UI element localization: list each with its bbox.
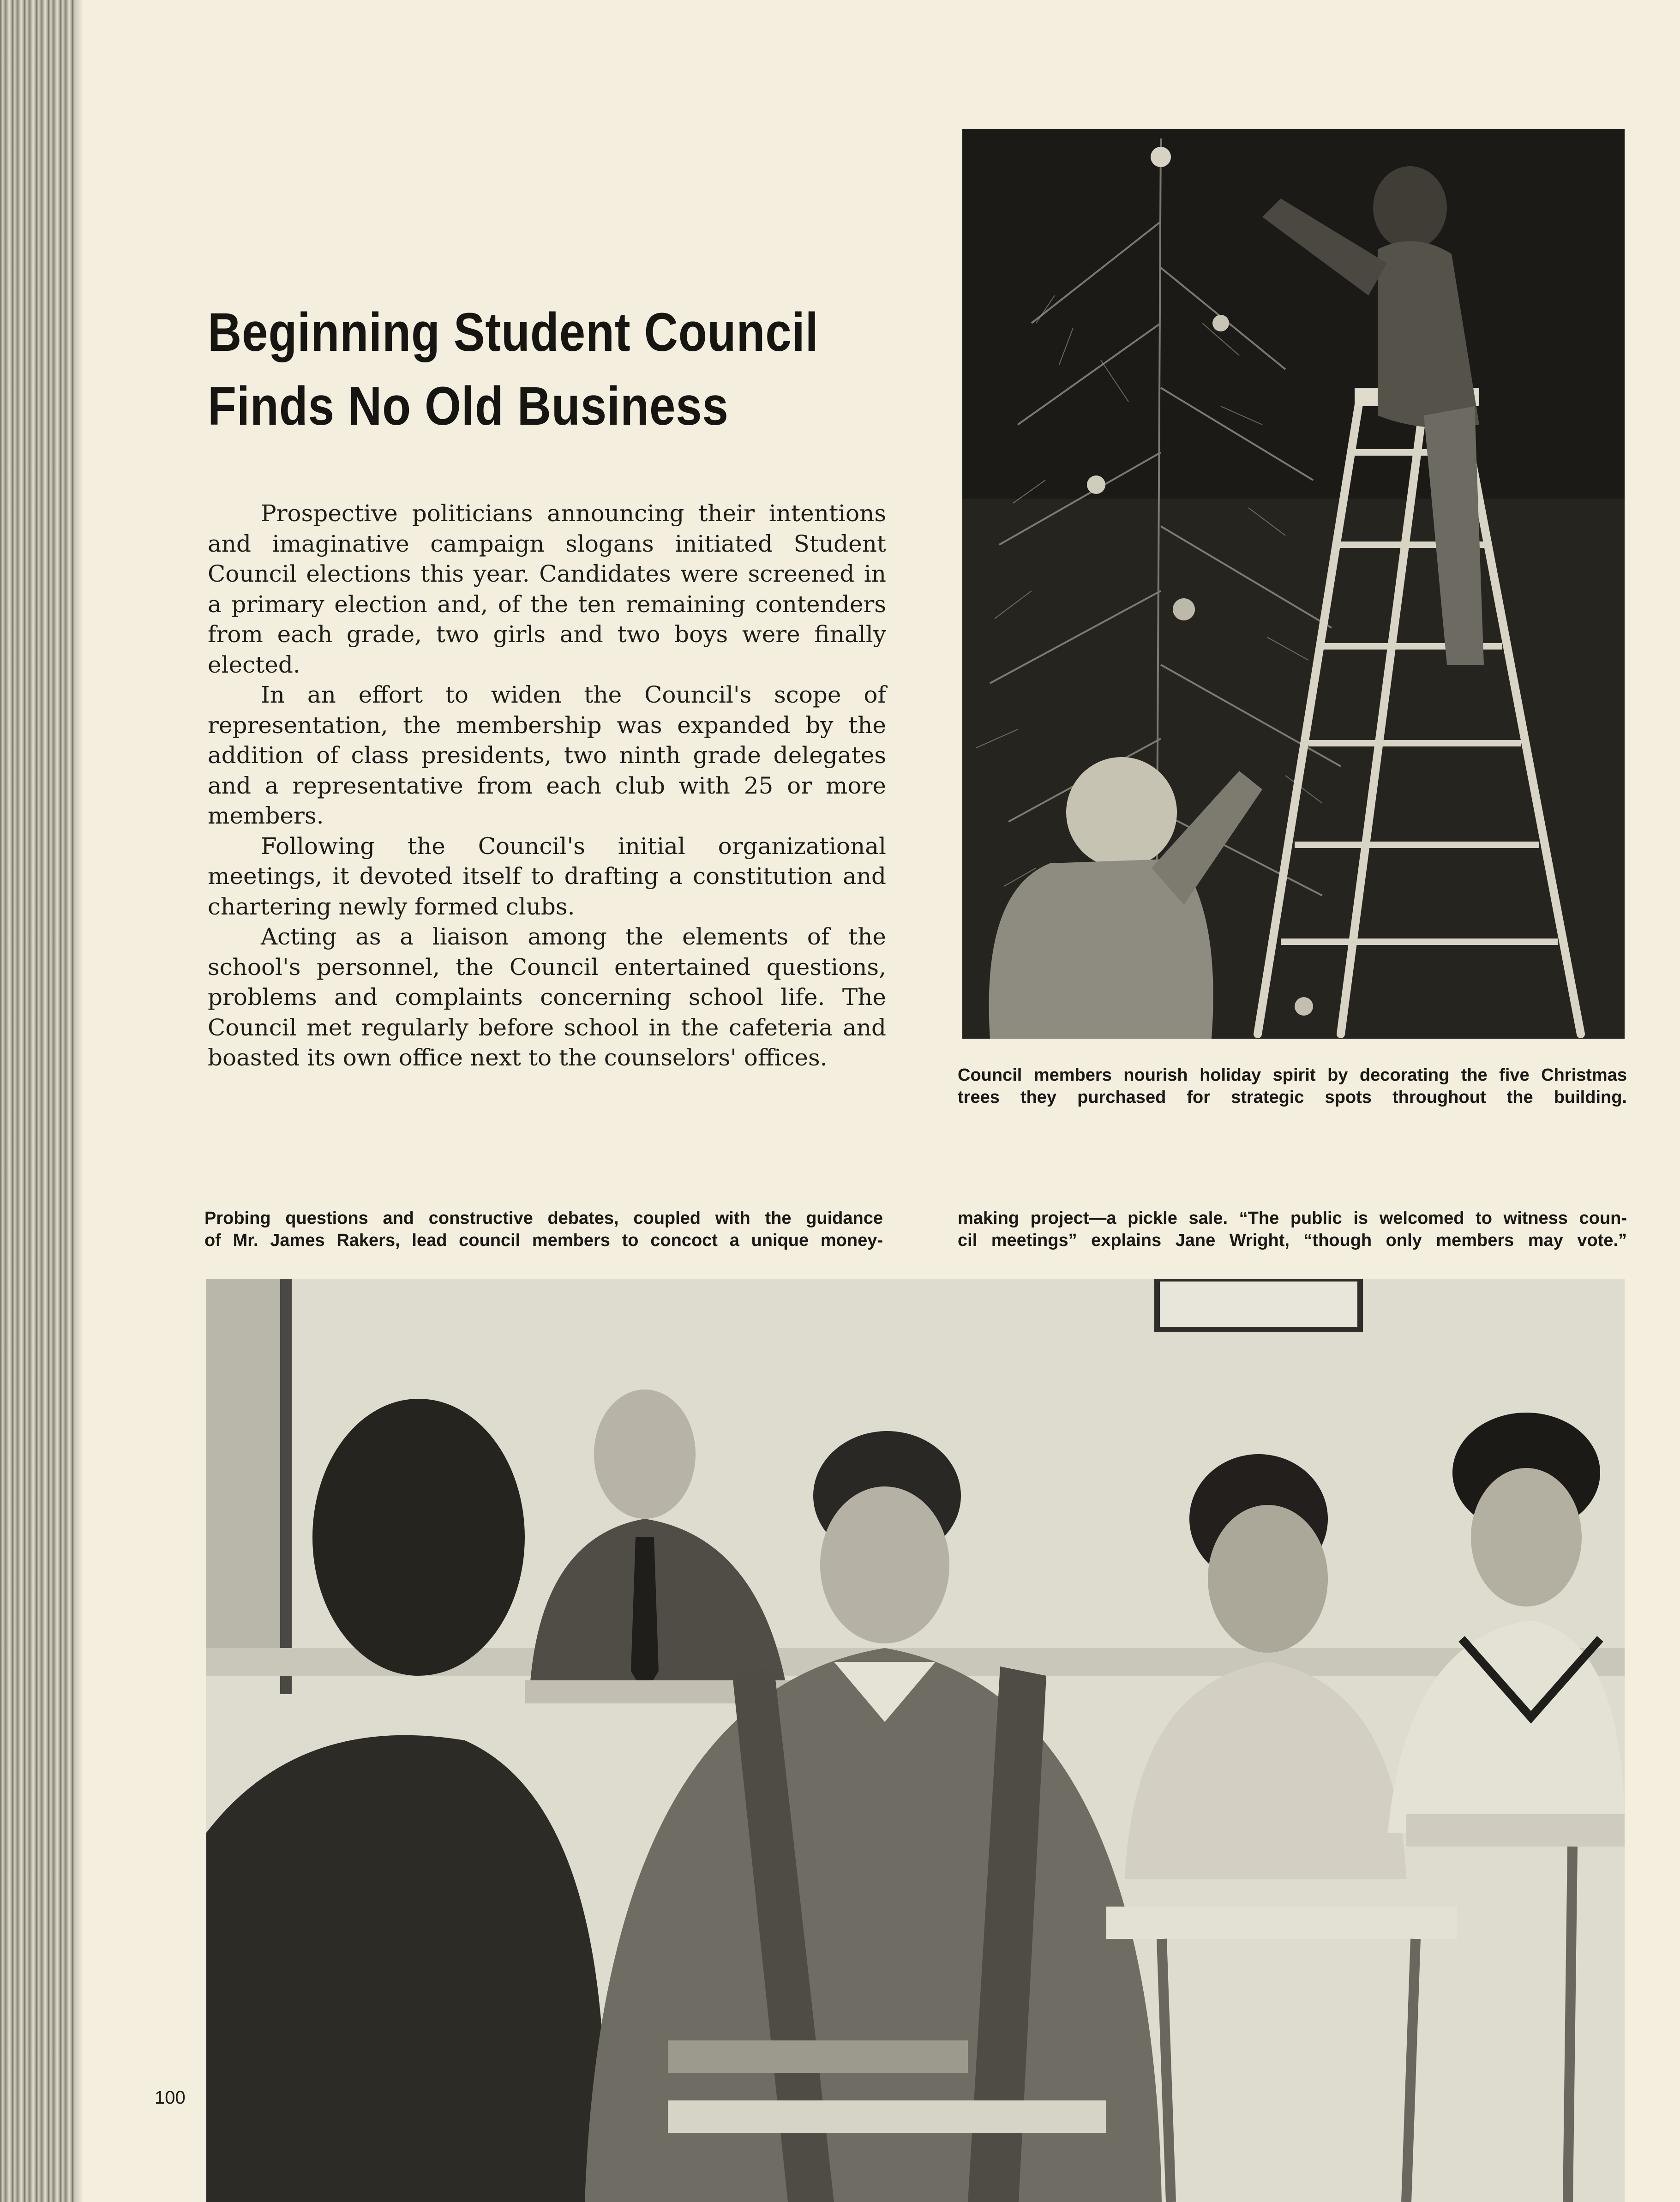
council-meeting-photo [206,1279,1625,2202]
tree-photo-caption [958,1064,1627,1108]
article-paragraph: Acting as a liaison among the elements of the school's personnel, the Council entertained questions, problems and complaints concerning school life. The Council met regularly before school in the cafeteria and boasted its own office next to the counselors' offices. [208,923,886,1071]
page-title [208,295,827,443]
caption-line: Probing questions and constructive debates, coupled with the guidance [204,1209,883,1228]
page-number: 100 [155,2088,186,2108]
classroom-caption-right [958,1207,1627,1251]
article-body [208,499,886,1073]
caption-line: Council members nourish holiday spirit by decorating the five Christmas [958,1065,1627,1085]
caption-line: cil meetings” explains Jane Wright, “though only members may vote.” [958,1231,1627,1250]
caption-line: of Mr. James Rakers, lead council members to concoct a unique money- [204,1231,883,1250]
caption-line: making project—a pickle sale. “The public is welcomed to witness coun- [958,1209,1627,1228]
article-paragraph: Prospective politicians announcing their intentions and imaginative campaign slogans initiated Student Council elections this year. Candidates were screened in a primary election and, of the ten remaining contenders from each grade, two girls and two boys were finally elected. [208,500,886,678]
christmas-tree-photo [962,129,1625,1039]
title-line-1: Beginning Student Council [208,302,819,363]
caption-line: trees they purchased for strategic spots throughout the building. [958,1088,1627,1107]
classroom-caption-left [204,1207,883,1251]
article-paragraph: In an effort to widen the Council's scope of representation, the membership was expanded by the addition of class presidents, two ninth grade delegates and a representative from each club with 25 or more members. [208,681,886,829]
book-page-edges [0,0,74,2202]
article-paragraph: Following the Council's initial organizational meetings, it devoted itself to drafting a constitution and chartering newly formed clubs. [208,832,886,920]
title-line-2: Finds No Old Business [208,376,729,437]
